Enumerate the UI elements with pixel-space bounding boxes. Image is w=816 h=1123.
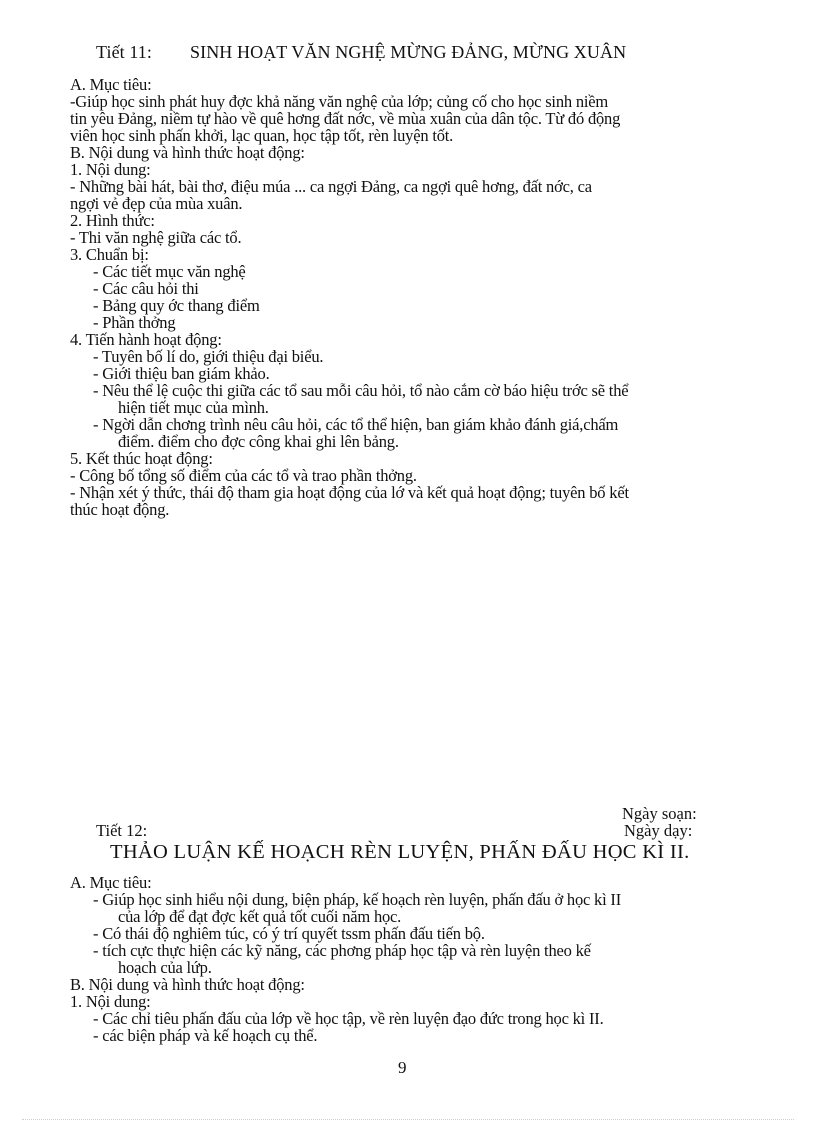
list-item-continued: hoạch của lứp. bbox=[118, 958, 212, 977]
paragraph-line: tin yêu Đảng, niềm tự hào về quê hơng đất nớc, về mùa xuân của dân tộc. Từ đó động bbox=[70, 109, 621, 128]
page-number: 9 bbox=[398, 1058, 407, 1077]
lesson-12-label: Tiết 12: bbox=[96, 821, 148, 840]
section-a-heading: A. Mục tiêu: bbox=[70, 75, 152, 94]
subsection-heading: 4. Tiến hành hoạt động: bbox=[70, 330, 222, 349]
paragraph-line: - Công bố tổng số điểm của các tổ và trao phần thởng. bbox=[70, 466, 417, 485]
paragraph-line: viên học sinh phấn khởi, lạc quan, học tập tốt, rèn luyện tốt. bbox=[70, 126, 454, 145]
paragraph-line: - Thi văn nghệ giữa các tổ. bbox=[70, 228, 242, 247]
list-item: - Tuyên bố lí do, giới thiệu đại biểu. bbox=[93, 347, 324, 366]
subsection-heading: 3. Chuẩn bị: bbox=[70, 245, 149, 264]
list-item: - Giúp học sinh hiểu nội dung, biện pháp, kế hoạch rèn luyện, phấn đấu ở học kì II bbox=[93, 890, 621, 909]
subsection-heading: 1. Nội dung: bbox=[70, 992, 151, 1011]
list-item: - Nêu thể lệ cuộc thi giữa các tổ sau mỗi câu hỏi, tổ nào cắm cờ báo hiệu trớc sẽ thể bbox=[93, 381, 629, 400]
subsection-heading: 5. Kết thúc hoạt động: bbox=[70, 449, 213, 468]
paragraph-line: - Những bài hát, bài thơ, điệu múa ... ca ngợi Đảng, ca ngợi quê hơng, đất nớc, ca bbox=[70, 177, 592, 196]
lesson-11-title: SINH HOẠT VĂN NGHỆ MỪNG ĐẢNG, MỪNG XUÂN bbox=[190, 42, 627, 62]
list-item: - Bảng quy ớc thang điểm bbox=[93, 296, 260, 315]
paragraph-line: ngợi vẻ đẹp của mùa xuân. bbox=[70, 194, 243, 213]
page-bottom-border bbox=[22, 1119, 794, 1120]
list-item: - Các câu hỏi thi bbox=[93, 279, 199, 298]
paragraph-line: - Nhận xét ý thức, thái độ tham gia hoạt động của lớ và kết quả hoạt động; tuyên bố kết bbox=[70, 483, 629, 502]
section-a-heading: A. Mục tiêu: bbox=[70, 873, 152, 892]
list-item: - Có thái độ nghiêm túc, có ý trí quyết tssm phấn đấu tiến bộ. bbox=[93, 924, 485, 943]
list-item: - Các chỉ tiêu phấn đấu của lớp về học tập, về rèn luyện đạo đức trong học kì II. bbox=[93, 1009, 604, 1028]
list-item: - tích cực thực hiện các kỹ năng, các phơng pháp học tập và rèn luyện theo kế bbox=[93, 941, 591, 960]
list-item: - Ngời dẫn chơng trình nêu câu hỏi, các tổ thể hiện, ban giám khảo đánh giá,chấm bbox=[93, 415, 619, 434]
paragraph-line: -Giúp học sinh phát huy đợc khả năng văn nghệ của lớp; củng cố cho học sinh niềm bbox=[70, 92, 609, 111]
teach-date-label: Ngày dạy: bbox=[624, 821, 693, 840]
lesson-11-label: Tiết 11: bbox=[96, 42, 152, 62]
list-item-continued: của lớp để đạt đợc kết quả tốt cuối năm học. bbox=[118, 907, 402, 926]
list-item-continued: điểm. điểm cho đợc công khai ghi lên bảng. bbox=[118, 432, 399, 451]
section-b-heading: B. Nội dung và hình thức hoạt động: bbox=[70, 975, 305, 994]
paragraph-line: thúc hoạt động. bbox=[70, 500, 170, 519]
section-b-heading: B. Nội dung và hình thức hoạt động: bbox=[70, 143, 305, 162]
list-item-continued: hiện tiết mục của mình. bbox=[118, 398, 269, 417]
list-item: - Giới thiệu ban giám khảo. bbox=[93, 364, 270, 383]
list-item: - Các tiết mục văn nghệ bbox=[93, 262, 246, 281]
list-item: - các biện pháp và kế hoạch cụ thể. bbox=[93, 1026, 318, 1045]
prep-date-label: Ngày soạn: bbox=[622, 804, 697, 823]
subsection-heading: 2. Hình thức: bbox=[70, 211, 155, 230]
list-item: - Phần thởng bbox=[93, 313, 176, 332]
lesson-12-title: THẢO LUẬN KẾ HOẠCH RÈN LUYỆN, PHẤN ĐẤU HỌC KÌ II. bbox=[110, 841, 690, 863]
subsection-heading: 1. Nội dung: bbox=[70, 160, 151, 179]
